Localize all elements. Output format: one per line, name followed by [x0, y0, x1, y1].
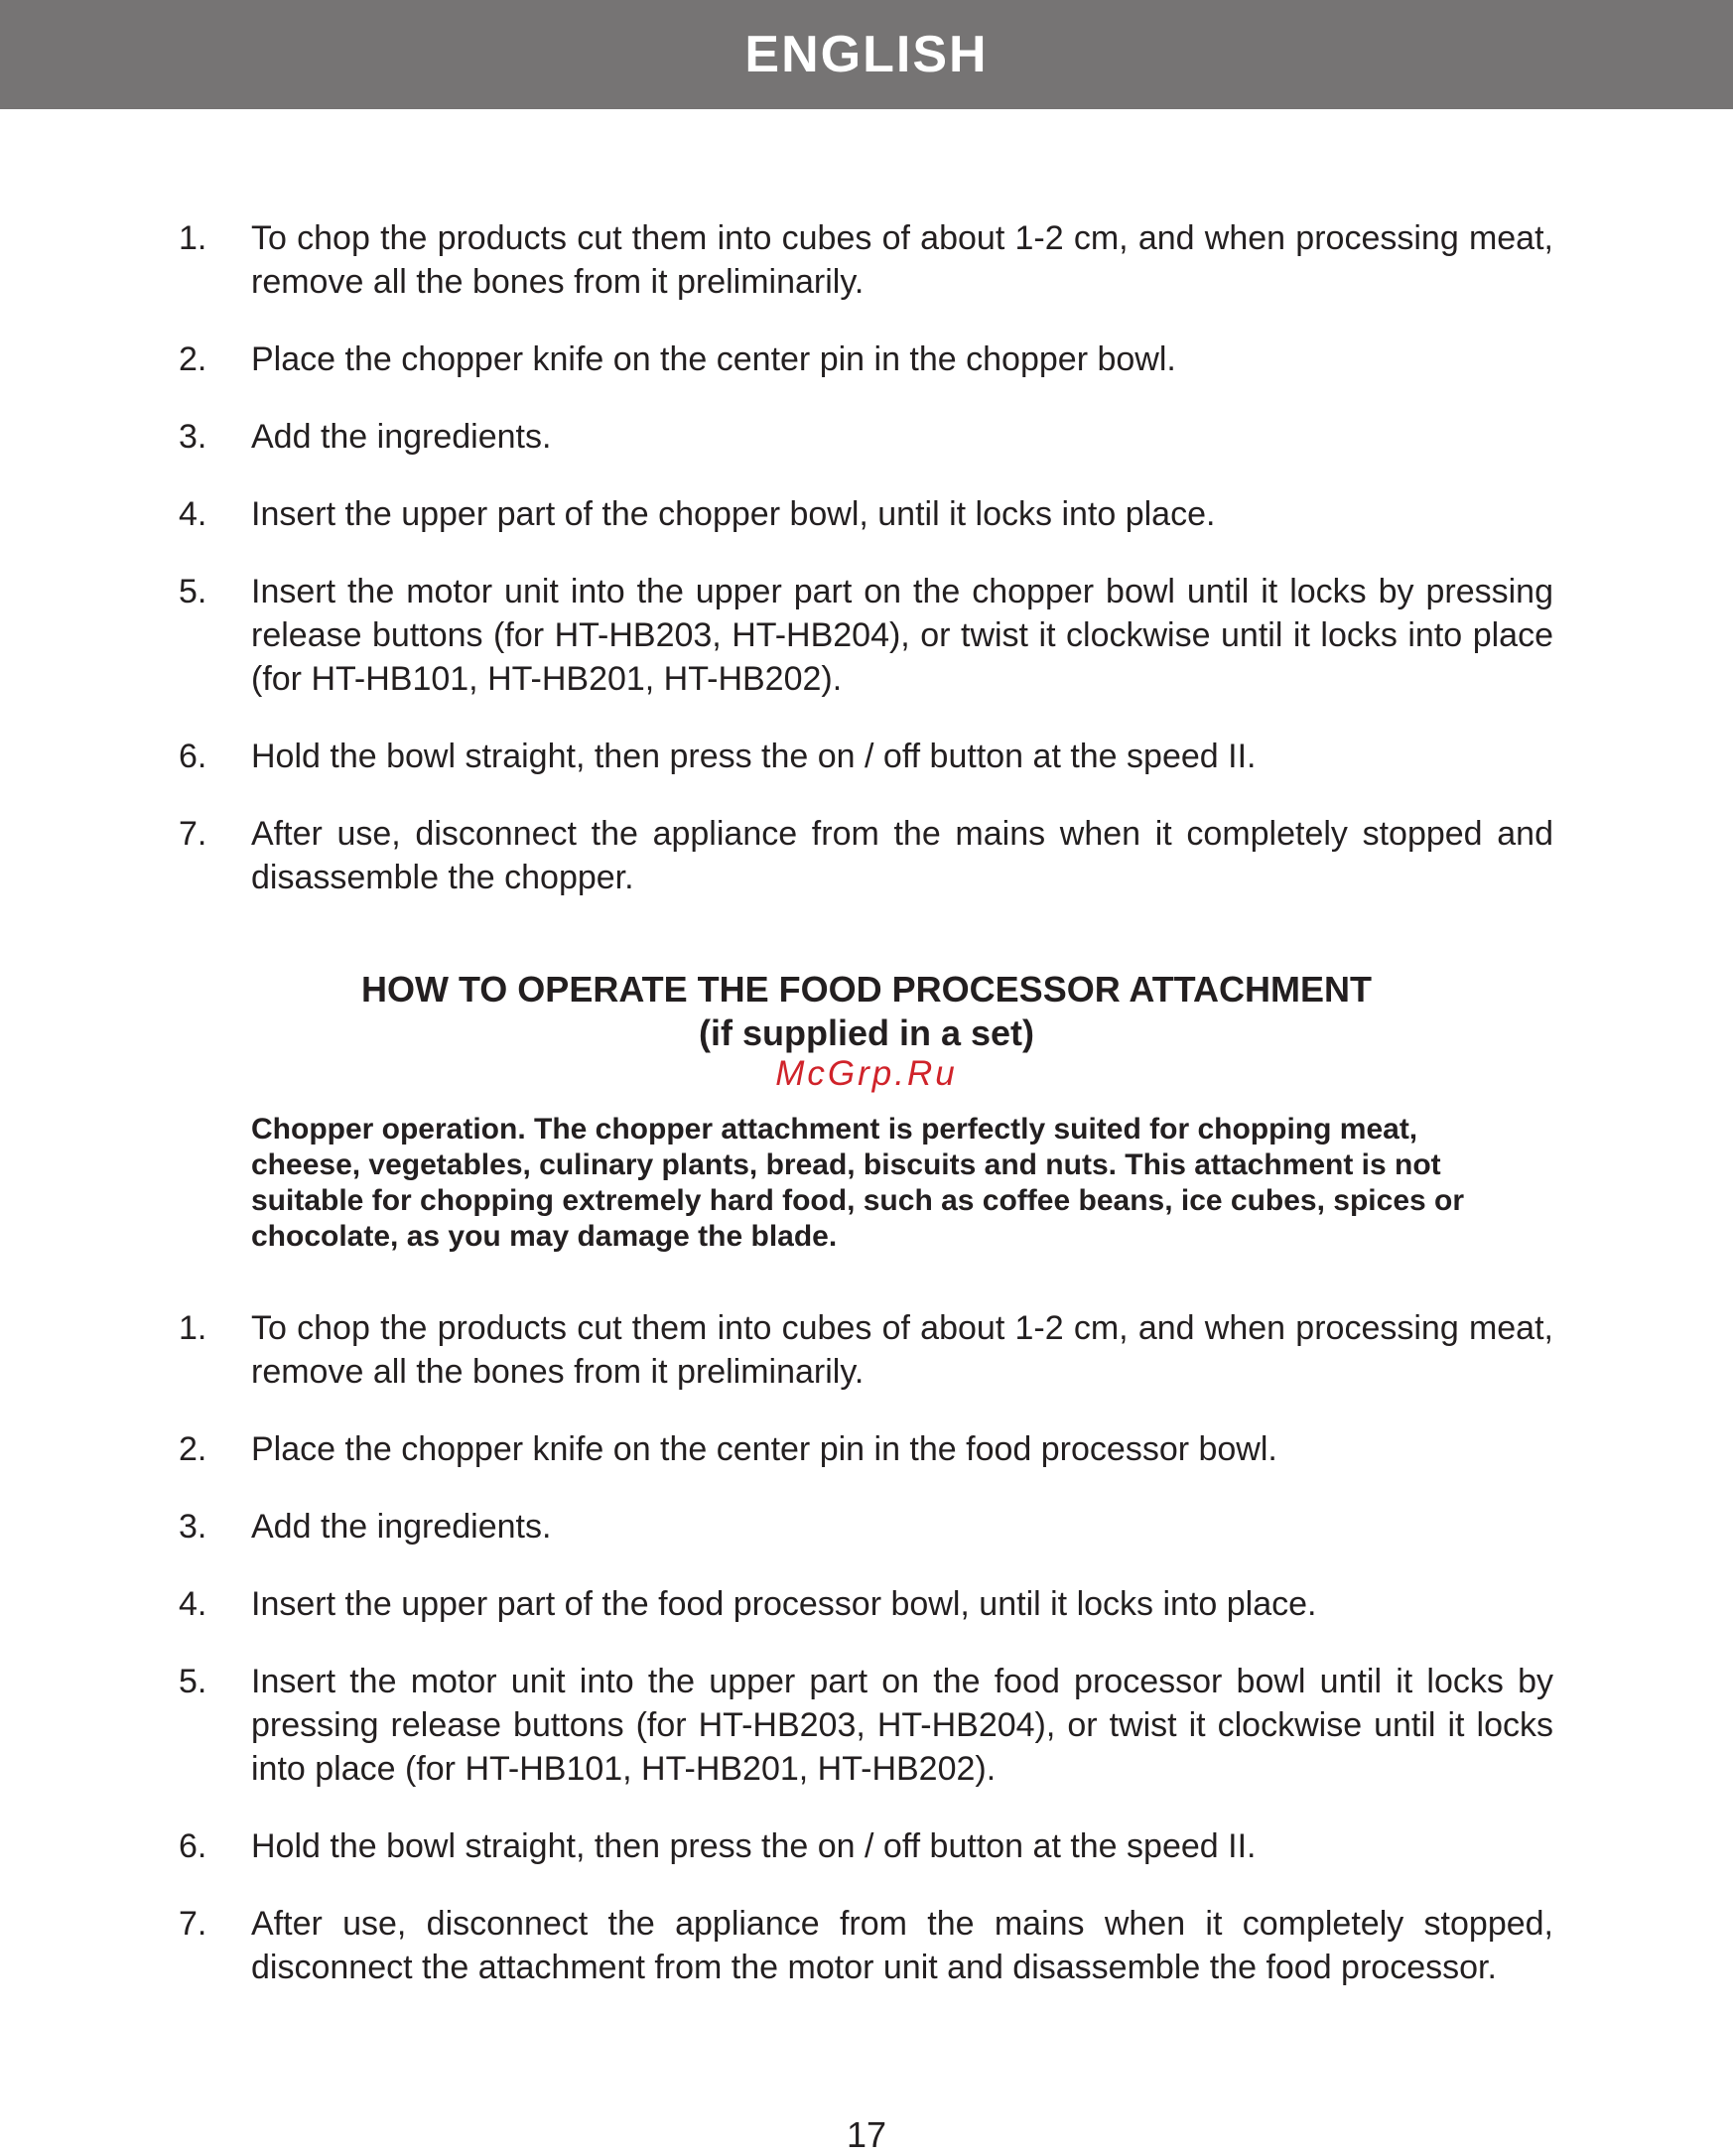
list-item [179, 1824, 1553, 1868]
list-item [179, 337, 1553, 381]
step-text: Add the ingredients. [251, 418, 552, 456]
list-item [179, 1427, 1553, 1471]
step-text: After use, disconnect the appliance from the mains when it completely stopped and disassemble the chopper. [251, 815, 1553, 896]
list-item [179, 1582, 1553, 1626]
section-title [0, 968, 1733, 1055]
step-text: Place the chopper knife on the center pin in the food processor bowl. [251, 1430, 1277, 1468]
section-title-line1: HOW TO OPERATE THE FOOD PROCESSOR ATTACHMENT [360, 969, 1372, 1010]
list-item [179, 1660, 1553, 1791]
step-number: 5. [179, 573, 207, 610]
food-processor-steps-list [179, 1306, 1553, 2023]
step-number: 6. [179, 1827, 207, 1865]
chopper-steps-list [179, 216, 1553, 933]
section-title-line2: (if supplied in a set) [698, 1012, 1035, 1053]
watermark-text: McGrp.Ru [775, 1054, 958, 1093]
list-item [179, 1306, 1553, 1394]
step-number: 4. [179, 1585, 207, 1623]
step-number: 7. [179, 815, 207, 853]
list-item [179, 1902, 1553, 1989]
step-number: 6. [179, 738, 207, 775]
page-number: 17 [846, 2114, 887, 2155]
list-item [179, 570, 1553, 701]
step-number: 5. [179, 1663, 207, 1700]
step-number: 1. [179, 1309, 207, 1347]
language-header [0, 0, 1733, 109]
step-number: 4. [179, 495, 207, 533]
step-number: 3. [179, 418, 207, 456]
step-number: 7. [179, 1905, 207, 1943]
list-item [179, 216, 1553, 304]
list-item [179, 1505, 1553, 1549]
step-number: 1. [179, 219, 207, 257]
step-text: After use, disconnect the appliance from the mains when it completely stopped, disconnect the attachment from the motor unit and disassemble the food processor. [251, 1905, 1553, 1986]
step-text: Hold the bowl straight, then press the on / off button at the speed II. [251, 1827, 1257, 1865]
language-label: ENGLISH [744, 26, 989, 83]
step-text: Insert the upper part of the chopper bowl, until it locks into place. [251, 495, 1216, 533]
step-text: Add the ingredients. [251, 1508, 552, 1546]
list-item [179, 492, 1553, 536]
step-text: Hold the bowl straight, then press the on / off button at the speed II. [251, 738, 1257, 775]
step-text: Insert the motor unit into the upper part on the food processor bowl until it locks by pressing release buttons (for HT-HB203, HT-HB204), or twist it clockwise until it locks into place (for HT-HB101, HT-HB201, HT-HB202). [251, 1663, 1553, 1788]
step-text: To chop the products cut them into cubes of about 1-2 cm, and when processing meat, remove all the bones from it preliminarily. [251, 219, 1553, 301]
step-text: Place the chopper knife on the center pin in the chopper bowl. [251, 340, 1176, 378]
chopper-operation-note: Chopper operation. The chopper attachment is perfectly suited for chopping meat, cheese, vegetables, culinary plants, bread, biscuits and nuts. This attachment is not suitable for chopping extremely hard food, such as coffee beans, ice cubes, spices or chocolate, as you may damage the blade. [251, 1113, 1465, 1253]
step-text: Insert the motor unit into the upper part on the chopper bowl until it locks by pressing release buttons (for HT-HB203, HT-HB204), or twist it clockwise until it locks into place (for HT-HB101, HT-HB201, HT-HB202). [251, 573, 1553, 698]
step-number: 3. [179, 1508, 207, 1546]
list-item [179, 735, 1553, 778]
step-number: 2. [179, 340, 207, 378]
list-item [179, 415, 1553, 459]
step-number: 2. [179, 1430, 207, 1468]
list-item [179, 812, 1553, 899]
step-text: Insert the upper part of the food processor bowl, until it locks into place. [251, 1585, 1317, 1623]
step-text: To chop the products cut them into cubes of about 1-2 cm, and when processing meat, remove all the bones from it preliminarily. [251, 1309, 1553, 1391]
